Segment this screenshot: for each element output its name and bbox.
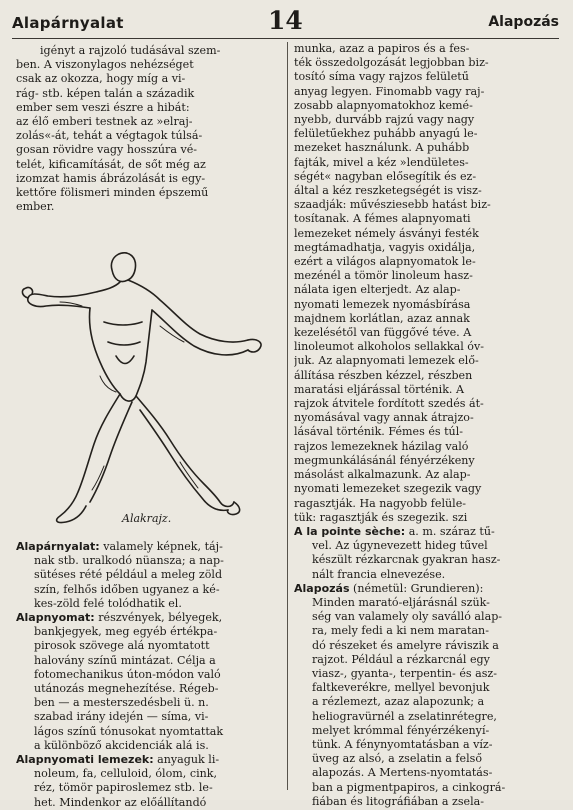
text-line: heliogravürnél a zselatinrétegre,	[312, 709, 497, 723]
text-line: réz, tömör papiroslemez stb. le-	[34, 781, 213, 795]
text-line: állítása részben kézzel, részben	[294, 368, 473, 382]
text-line: anyag legyen. Finomabb vagy raj-	[294, 84, 485, 98]
text-line: melyet krómmal fényérzékenyí-	[312, 723, 490, 737]
entry-term: Alapnyomat:	[16, 611, 95, 625]
page-number: 14	[268, 6, 303, 35]
text-line: gosan rövidre vagy hosszúra vé-	[16, 143, 198, 157]
entry-alapnyomati-lemezek	[16, 753, 278, 810]
text-line: ezért a világos alapnyomatok le-	[294, 255, 476, 269]
continuation-paragraph	[294, 42, 560, 525]
text-line: alapozás. A Mertens-nyomtatás-	[312, 766, 493, 780]
text-line: részvények, bélyegek,	[94, 611, 223, 625]
text-line: nált francia elnevezése.	[312, 567, 446, 581]
text-line: telét, kificamítását, de sőt még az	[16, 157, 206, 171]
text-line: linoleumot alkoholos sellakkal óv-	[294, 340, 484, 354]
left-entries	[16, 540, 278, 810]
text-line: nyomati lemezeket szegezik vagy	[294, 482, 482, 496]
entry-alapnyomat	[16, 611, 278, 753]
text-line: viasz-, gyanta-, terpentin- és asz-	[312, 666, 498, 680]
text-line: rág- stb. képen talán a századik	[16, 86, 195, 100]
text-line: a. m. száraz tű-	[405, 524, 495, 538]
text-line: faltkeverékre, mellyel bevonjuk	[312, 681, 490, 695]
text-line: ben. A viszonylagos nehézséget	[16, 58, 194, 72]
text-line: nyomati lemezek nyomásbírása	[294, 297, 471, 311]
entry-alaparnyalat	[16, 540, 278, 611]
text-line: a különböző akcidenciák alá is.	[34, 738, 209, 752]
running-header-left: Alapárnyalat	[12, 14, 124, 32]
text-line: juk. Az alapnyomati lemezek elő-	[294, 354, 479, 368]
text-line: ban a pigmentpapiros, a cinkográ-	[312, 780, 506, 794]
text-line: felületűekhez puhább anyagú le-	[294, 127, 478, 141]
text-line: fiában és litográfiában a zsela-	[312, 794, 484, 808]
entry-a-la-pointe-seche	[294, 525, 560, 582]
text-line: Minden marató-eljárásnál szük-	[312, 595, 490, 609]
text-line: ték összedolgozását legjobban biz-	[294, 56, 489, 70]
text-line: fotomechanikus úton-módon való	[34, 667, 221, 681]
text-line: ra, mely fedi a ki nem maratan-	[312, 624, 489, 638]
text-line: kettőre fölismeri minden épszemű	[16, 186, 209, 200]
text-line: maratási eljárással történik. A	[294, 382, 464, 396]
text-line: tosító síma vagy rajzos felületű	[294, 70, 469, 84]
column-divider	[287, 42, 288, 790]
text-line: vel. Az úgynevezett hideg tűvel	[312, 539, 488, 553]
right-column	[294, 42, 560, 809]
entry-alapozas	[294, 582, 560, 809]
text-line: sütéses rété például a meleg zöld	[34, 568, 223, 582]
text-line: ragasztják. Ha nagyobb felüle-	[294, 496, 467, 510]
entry-term: Alapárnyalat:	[16, 540, 100, 553]
text-line: szabad irány idején — síma, vi-	[34, 710, 209, 724]
running-header-right: Alapozás	[488, 14, 559, 30]
text-line: mezeket használunk. A puhább	[294, 141, 470, 155]
figure-caption: Alakrajz.	[122, 512, 172, 525]
text-line: kes-zöld felé tolódhatik el.	[34, 596, 182, 610]
text-line: szaadják: művésziesebb hatást biz-	[294, 198, 491, 212]
text-line: nak stb. uralkodó nüansza; a nap-	[34, 554, 224, 568]
text-line: het. Mindenkor az előállítandó	[34, 795, 207, 809]
text-line: nyomásával vagy annak átrajzo-	[294, 411, 474, 425]
text-line: másolást alkalmazunk. Az alap-	[294, 468, 471, 482]
text-line: lágos színű tónusokat nyomtattak	[34, 724, 224, 738]
text-line: mezénél a tömör linoleum hasz-	[294, 269, 473, 283]
text-line: rajzot. Például a rézkarcnál egy	[312, 652, 490, 666]
text-line: lásával történik. Fémes és túl-	[294, 425, 464, 439]
text-line: zosabb alapnyomatokhoz kemé-	[294, 98, 473, 112]
text-line: tosítanak. A fémes alapnyomati	[294, 212, 471, 226]
text-line: halovány színű mintázat. Célja a	[34, 653, 216, 667]
entry-term: Alapnyomati lemezek:	[16, 753, 154, 767]
text-line: rajzok átvitele fordított szedés át-	[294, 397, 484, 411]
text-line: ségét« nagyban elősegítik és ez-	[294, 169, 477, 183]
text-line: dó részeket és amelyre ráviszik a	[312, 638, 499, 652]
text-line: kezelésétől van függővé téve. A	[294, 326, 472, 340]
text-line: nyebb, durvább rajzú vagy nagy	[294, 113, 475, 127]
text-line: üveg az alsó, a zselatin a felső	[312, 752, 482, 766]
text-line: rajzos lemezeknek házilag való	[294, 439, 469, 453]
text-line: anyaguk li-	[153, 753, 220, 767]
header-rule	[12, 38, 559, 39]
text-line: tünk. A fénynyomtatásban a víz-	[312, 737, 493, 751]
text-line: fajták, mivel a kéz »lendületes-	[294, 155, 469, 169]
entry-term: Alapozás	[294, 581, 350, 595]
text-line: munka, azaz a papiros és a fes-	[294, 42, 470, 55]
text-line: megmunkálásánál fényérzékeny	[294, 453, 475, 467]
text-line: izomzat hamis ábrázolását is egy-	[16, 171, 206, 185]
text-line: szín, felhős időben ugyanez a ké-	[34, 582, 220, 596]
text-line: (németül: Grundieren):	[349, 581, 484, 595]
text-line: lemezeket némely ásványi festék	[294, 226, 479, 240]
text-line: által a kéz reszketegségét is visz-	[294, 184, 482, 198]
text-line: zolás«-át, tehát a végtagok túlsá-	[16, 129, 203, 143]
text-line: valamely képnek, táj-	[99, 540, 223, 553]
text-line: csak az okozza, hogy míg a vi-	[16, 72, 186, 86]
text-line: az élő emberi testnek az »elraj-	[16, 115, 193, 129]
text-line: a rézlemezt, azaz alapozunk; a	[312, 695, 485, 709]
entry-term: A la pointe sèche:	[294, 524, 406, 538]
text-line: igényt a rajzoló tudásával szem-	[40, 44, 221, 57]
text-line: készült rézkarcnak gyakran hasz-	[312, 553, 501, 567]
text-line: ség van valamely oly saválló alap-	[312, 610, 503, 624]
text-line: megtámadhatja, vagyis oxidálja,	[294, 240, 476, 254]
text-line: ben — a mesterszedésbeli ü. n.	[34, 696, 209, 710]
figure-drawing-illustration	[20, 226, 275, 526]
left-top-paragraph	[16, 44, 278, 214]
text-line: majdnem korlátlan, azaz annak	[294, 311, 470, 325]
text-line: tük: ragasztják és szegezik. szi	[294, 510, 468, 524]
text-line: utánozás megnehezítése. Régeb-	[34, 682, 219, 696]
text-line: nálata igen elterjedt. Az alap-	[294, 283, 461, 297]
text-line: ember.	[16, 200, 55, 214]
text-line: pirosok szövege alá nyomtatott	[34, 639, 210, 653]
text-line: noleum, fa, celluloid, ólom, cink,	[34, 767, 218, 781]
text-line: bankjegyek, meg egyéb értékpa-	[34, 625, 218, 639]
text-line: ember sem veszi észre a hibát:	[16, 100, 190, 114]
